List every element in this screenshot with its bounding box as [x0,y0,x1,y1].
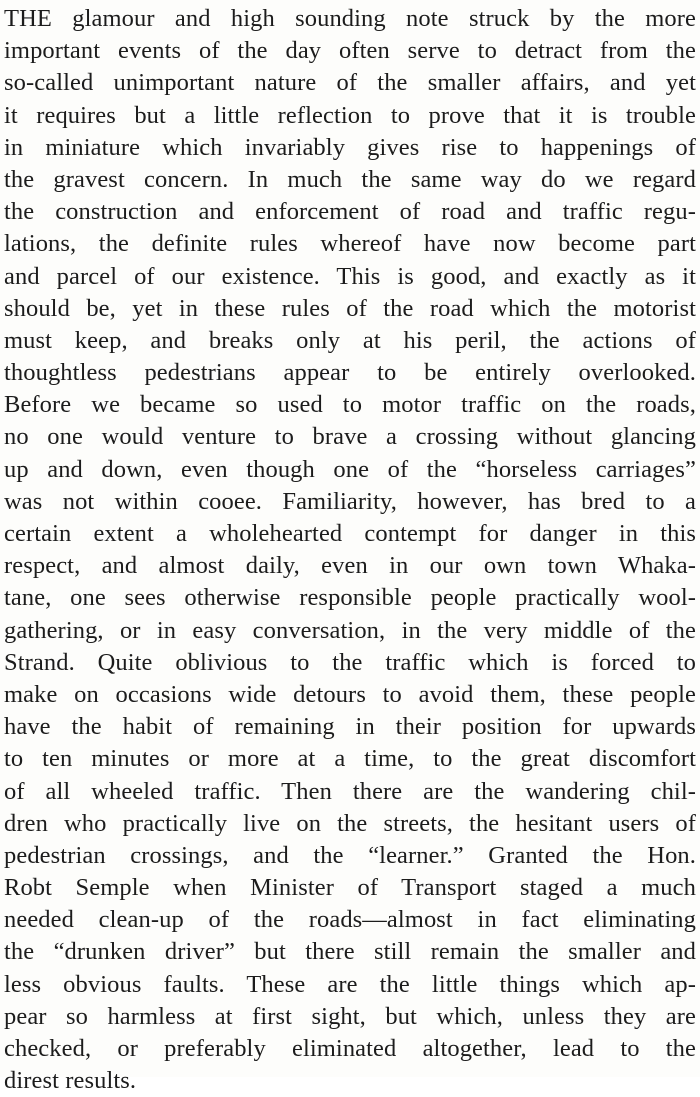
article-line: should be, yet in these rules of the road which the motorist [4,294,696,322]
article-line: certain extent a wholehearted contempt for danger in this [4,520,696,547]
article-line: Strand. Quite oblivious to the traffic which is forced to [4,648,696,676]
article-line: tane, one sees otherwise responsible people practically wool- [4,584,696,612]
article-line: respect, and almost daily, even in our own town Whaka- [4,552,696,580]
article-line: needed clean-up of the roads—almost in fact eliminating [4,906,696,934]
article-line: of all wheeled traffic. Then there are the wandering chil- [4,777,696,805]
article-line: Robt Semple when Minister of Transport staged a much [4,874,696,902]
article-line: pear so harmless at first sight, but which, unless they are [4,1002,696,1030]
article-line: must keep, and breaks only at his peril, the actions of [4,326,696,354]
article-line: in miniature which invariably gives rise to happenings of [4,133,696,161]
article-line: dren who practically live on the streets, the hesitant users of [4,809,696,837]
article-line: up and down, even though one of the “horseless carriages” [4,455,696,483]
article-line: make on occasions wide detours to avoid them, these people [4,680,696,708]
article-line: was not within cooee. Familiarity, however, has bred to a [4,487,696,515]
article-line: pedestrian crossings, and the “learner.” Granted the Hon. [4,841,696,869]
article-line: checked, or preferably eliminated altogether, lead to the [4,1035,696,1062]
article-line-final: direst results. [4,1067,137,1095]
article-line: Before we became so used to motor traffic on the roads, [4,391,696,419]
article-line: and parcel of our existence. This is good, and exactly as it [4,262,696,290]
article-line: the “drunken driver” but there still remain the smaller and [4,938,696,966]
article-line: no one would venture to brave a crossing without glancing [4,423,696,451]
article-line: the construction and enforcement of road and traffic regu- [4,198,696,226]
article-line: the gravest concern. In much the same way do we regard [4,165,696,193]
article-line: thoughtless pedestrians appear to be entirely overlooked. [4,359,696,387]
article-line: less obvious faults. These are the little things which ap- [4,970,696,998]
article-text-column [4,3,696,1097]
article-line: THE glamour and high sounding note struck by the more [4,5,696,32]
article-line: gathering, or in easy conversation, in the very middle of the [4,616,696,644]
article-line: so-called unimportant nature of the smaller affairs, and yet [4,69,696,97]
article-line: lations, the definite rules whereof have now become part [4,230,696,258]
article-line: to ten minutes or more at a time, to the great discomfort [4,745,696,773]
article-line: important events of the day often serve to detract from the [4,37,696,65]
article-line: have the habit of remaining in their position for upwards [4,713,696,741]
article-line: it requires but a little reflection to prove that it is trouble [4,101,696,129]
